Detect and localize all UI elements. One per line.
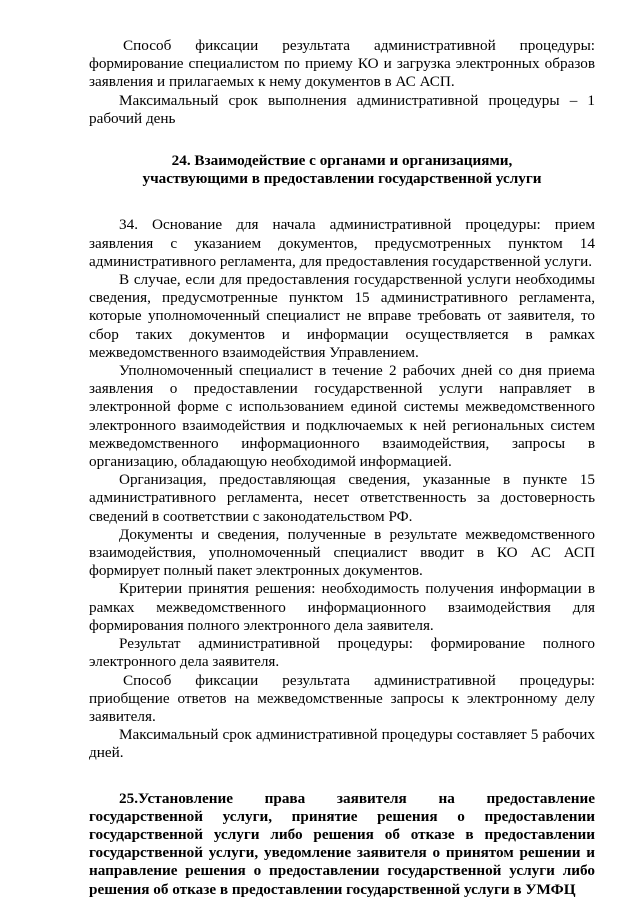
paragraph-specialist-request: Уполномоченный специалист в течение 2 рабочих дней со дня приема заявления о предоставлении государственной услуги направляет в электронной форме с использованием единой системы межведомственного электронного взаимодействия и подключаемых к ней региональных систем межведомственного информационного взаимодействия, запросы в организацию, обладающую необходимой информацией. — [89, 362, 595, 471]
paragraph-decision-criteria: Критерии принятия решения: необходимость получения информации в рамках межведомственного информационного взаимодействия для формирования полного электронного дела заявителя. — [89, 580, 595, 634]
paragraph-fixation-method: Способ фиксации результата административной процедуры: формирование специалистом по приему КО и загрузка электронных образов заявления и прилагаемых к нему документов в АС АСП. — [89, 37, 595, 91]
section-25-heading: 25.Установление права заявителя на предоставление государственной услуги, принятие решения о предоставлении государственной услуги либо решения об отказе в предоставлении государственной услуги, уведомление заявителя о принятом решении и направление решения о предоставлении государственной услуги либо решения об отказе в предоставлении государственной услуги в УМФЦ — [89, 789, 595, 898]
section-24-heading — [89, 152, 595, 188]
document-body — [89, 37, 595, 899]
section-24-heading-line2: участвующими в предоставлении государственной услуги — [142, 170, 542, 188]
paragraph-organization-responsibility: Организация, предоставляющая сведения, указанные в пункте 15 административного регламента, несет ответственность за достоверность сведений в соответствии с законодательством РФ. — [89, 471, 595, 525]
paragraph-34-basis: 34. Основание для начала административной процедуры: прием заявления с указанием документов, предусмотренных пунктом 14 административного регламента, для предоставления государственной услуги. — [89, 216, 595, 270]
paragraph-result-fixation: Способ фиксации результата административной процедуры: приобщение ответов на межведомственные запросы к электронному делу заявителя. — [89, 671, 595, 725]
section-24-heading-line1: 24. Взаимодействие с органами и организациями, — [171, 152, 513, 170]
paragraph-max-term: Максимальный срок выполнения административной процедуры – 1 рабочий день — [89, 91, 595, 127]
paragraph-procedure-result: Результат административной процедуры: формирование полного электронного дела заявителя. — [89, 635, 595, 671]
paragraph-interagency-case: В случае, если для предоставления государственной услуги необходимы сведения, предусмотренные пунктом 15 административного регламента, которые уполномоченный специалист не вправе требовать от заявителя, то сбор таких документов и информации осуществляется в рамках межведомственного взаимодействия Управлением. — [89, 271, 595, 361]
paragraph-max-duration: Максимальный срок административной процедуры составляет 5 рабочих дней. — [89, 726, 595, 762]
paragraph-documents-package: Документы и сведения, полученные в результате межведомственного взаимодействия, уполномоченный специалист вводит в КО АС АСП формирует полный пакет электронных документов. — [89, 525, 595, 580]
